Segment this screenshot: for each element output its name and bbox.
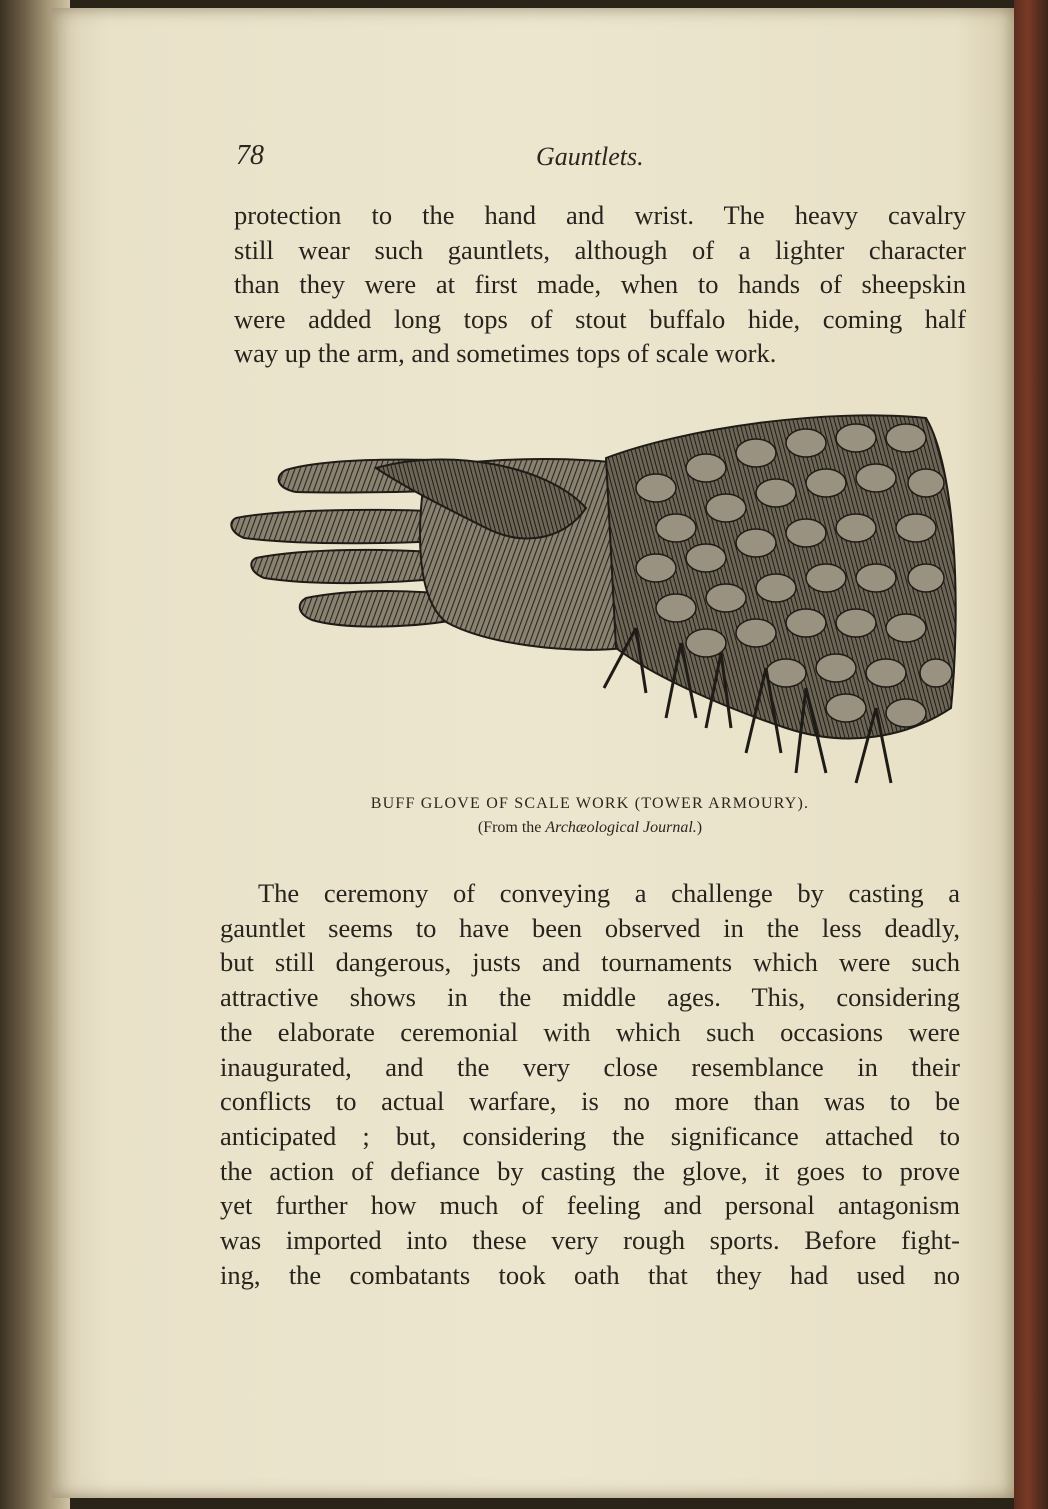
- text-line: ing, the combatants took oath that they had used no: [220, 1259, 960, 1290]
- text-line: attractive shows in the middle ages. This, considering: [220, 982, 960, 1013]
- figure-caption: [220, 792, 960, 840]
- text-line: gauntlet seems to have been observed in the less deadly,: [220, 912, 960, 943]
- text-line: conflicts to actual warfare, is no more than was to be: [220, 1086, 960, 1117]
- caption-title: BUFF GLOVE OF SCALE WORK (TOWER ARMOURY).: [370, 795, 810, 812]
- text-line: the action of defiance by casting the glove, it goes to prove: [220, 1155, 960, 1186]
- text-line: but still dangerous, justs and tournaments which were such: [220, 947, 960, 978]
- text-line: way up the arm, and sometimes tops of scale work.: [234, 338, 777, 368]
- text-line: the elaborate ceremonial with which such occasions were: [220, 1016, 960, 1047]
- paragraph-2: [220, 876, 960, 1292]
- page-number: 78: [236, 140, 264, 171]
- text-line: were added long tops of stout buffalo hide, coming half: [234, 303, 966, 334]
- running-head: [236, 140, 966, 180]
- text-line: protection to the hand and wrist. The heavy cavalry: [234, 200, 966, 230]
- text-line: than they were at first made, when to hands of sheepskin: [234, 269, 966, 299]
- text-line: The ceremony of conveying a challenge by casting a: [258, 878, 960, 908]
- caption-source-prefix: (From the: [477, 819, 546, 836]
- caption-source-suffix: ): [696, 819, 703, 836]
- text-line: anticipated ; but, considering the significance attached to: [220, 1120, 960, 1151]
- text-line: was imported into these very rough sports. Before fight-: [220, 1225, 960, 1256]
- paragraph-1: [234, 198, 966, 371]
- caption-source: [220, 816, 960, 840]
- text-line: yet further how much of feeling and personal antagonism: [220, 1190, 960, 1221]
- chapter-title: Gauntlets.: [536, 142, 644, 171]
- glove-illustration: [226, 408, 966, 793]
- text-line: inaugurated, and the very close resemblance in their: [220, 1051, 960, 1082]
- text-line: still wear such gauntlets, although of a lighter character: [234, 234, 966, 265]
- caption-source-journal: Archæological Journal.: [545, 819, 697, 836]
- page-edge: [1014, 0, 1048, 1509]
